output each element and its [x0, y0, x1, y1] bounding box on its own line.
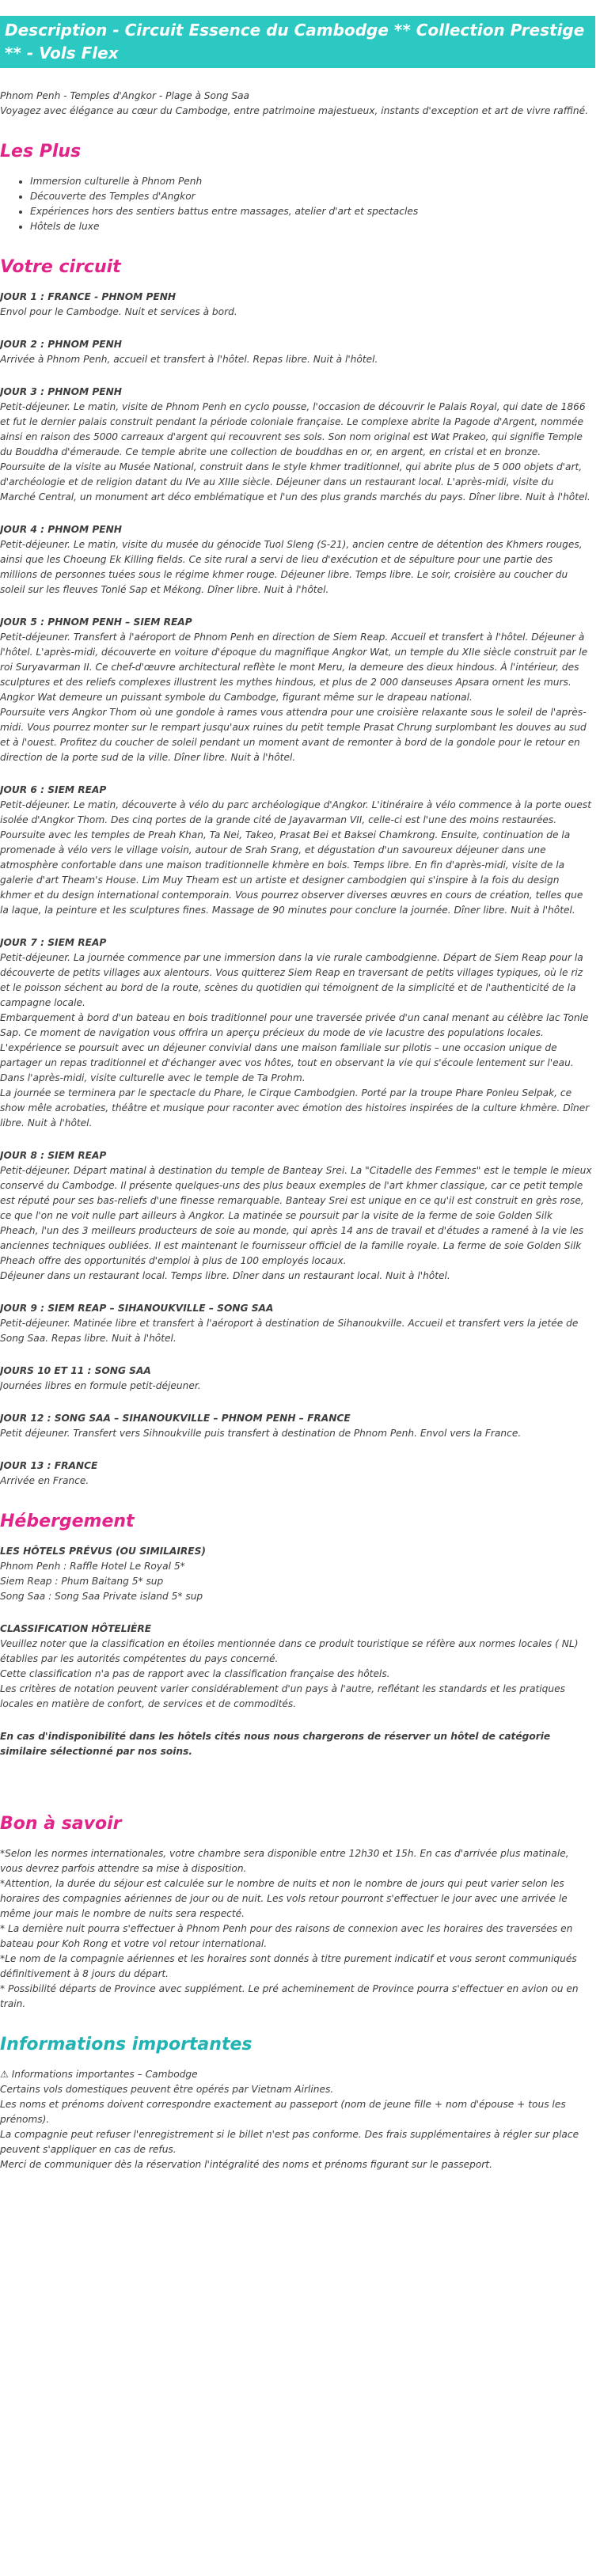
info-line: *Attention, la durée du séjour est calculée sur le nombre de nuits et non le nombre de jours qui peut varier selon les horaires des compagnies aériennes de jour ou de nuit. Les vols retour pourront s'effectuer le jour avec une arrivée le même jour mais le nombre de nuits sera respecté.: [0, 1878, 568, 1919]
hotel-line: Song Saa : Song Saa Private island 5* sup: [0, 1591, 203, 1602]
day-title: JOUR 5 : PHNOM PENH – SIEM REAP: [0, 616, 192, 628]
day-paragraph: Petit-déjeuner. Le matin, visite du musée du génocide Tuol Sleng (S-21), ancien centre de détention des Khmers rouges, ainsi que les Choeung Ek Killing fields. Ce site rural a servi de lieu d'exécution et de sépulture pour une partie des millions de personnes tuées sous le régime khmer rouge. Déjeuner libre. Temps libre. Le soir, croisière au coucher du soleil sur les fleuves Tonlé Sap et Mékong. Dîner libre. Nuit à l'hôtel.: [0, 539, 583, 595]
itinerary-day: [0, 1148, 592, 1284]
highlight-item: • Découverte des Temples d'Angkor: [30, 189, 592, 204]
day-description: [0, 1163, 592, 1284]
classification-block: [0, 1622, 592, 1712]
important-heading: Informations importantes: [0, 2035, 253, 2054]
route-text: Phnom Penh - Temples d'Angkor - Plage à Song Saa: [0, 90, 250, 101]
availability-note: En cas d'indisponibilité dans les hôtels cités nous nous chargerons de réserver un hôtel de catégorie similaire sélectionné par nos soins.: [0, 1731, 551, 1757]
day-title: JOUR 4 : PHNOM PENH: [0, 524, 122, 535]
itinerary-day: [0, 1459, 592, 1489]
itinerary-days: [0, 290, 592, 1489]
day-paragraph: Journées libres en formule petit-déjeuner.: [0, 1380, 201, 1391]
accommodation-heading: Hébergement: [0, 1512, 135, 1531]
highlights-section: [0, 141, 592, 234]
itinerary-heading: Votre circuit: [0, 257, 121, 277]
day-paragraph: Petit-déjeuner. La journée commence par une immersion dans la vie rurale cambodgienne. Départ de Siem Reap pour la découverte de petits villages aux alentours. Vous quitterez Siem Reap en traversant de petits villages typiques, où le riz et le poisson séchent au bord de la route, scènes du quotidien qui témoignent de la simplicité et de l'authenticité de la campagne locale.: [0, 952, 583, 1008]
day-description: [0, 798, 592, 918]
page-title: Description - Circuit Essence du Cambodge ** Collection Prestige ** - Vols Flex: [0, 16, 595, 68]
day-paragraph: Poursuite vers Angkor Thom où une gondole à rames vous attendra pour une croisière relaxante sous le soleil de l'après-midi. Vous pourrez monter sur le rempart jusqu'aux ruines du petit temple Prasat Chrung surplombant les douves au sud et à l'ouest. Profitez du coucher de soleil pendant un moment avant de remonter à bord de la gondole pour le retour en direction de la porte sud de la ville. Dîner libre. Nuit à l'hôtel.: [0, 707, 587, 763]
day-description: [0, 305, 592, 320]
highlight-item: • Immersion culturelle à Phnom Penh: [30, 174, 592, 189]
itinerary-day: [0, 290, 592, 320]
day-title: JOUR 3 : PHNOM PENH: [0, 386, 122, 397]
classification-line: Cette classification n'a pas de rapport avec la classification française des hôtels.: [0, 1668, 390, 1679]
day-title: JOUR 7 : SIEM REAP: [0, 937, 107, 948]
classification-title: CLASSIFICATION HÔTELIÈRE: [0, 1623, 152, 1634]
itinerary-section: [0, 256, 592, 1489]
highlights-heading: Les Plus: [0, 142, 82, 161]
highlights-list: [0, 174, 592, 234]
day-paragraph: L'expérience se poursuit avec un déjeuner convivial dans une maison familiale sur pilotis – une occasion unique de partager un repas traditionnel et d'échanger avec vos hôtes, tout en observant la vie qui s'écoule lentement sur l'eau.: [0, 1042, 574, 1068]
day-title: JOUR 9 : SIEM REAP – SIHANOUKVILLE – SONG SAA: [0, 1303, 274, 1314]
day-title: JOUR 13 : FRANCE: [0, 1460, 98, 1471]
day-description: [0, 1426, 592, 1441]
info-line: *Selon les normes internationales, votre chambre sera disponible entre 12h30 et 15h. En cas d'arrivée plus matinale, vous devrez parfois attendre sa mise à disposition.: [0, 1848, 569, 1874]
day-paragraph: Arrivée à Phnom Penh, accueil et transfert à l'hôtel. Repas libre. Nuit à l'hôtel.: [0, 354, 378, 365]
day-title: JOUR 2 : PHNOM PENH: [0, 339, 122, 350]
day-paragraph: Envol pour le Cambodge. Nuit et services à bord.: [0, 306, 237, 317]
itinerary-day: [0, 615, 592, 765]
hotel-line: Siem Reap : Phum Baitang 5* sup: [0, 1576, 164, 1587]
day-description: [0, 950, 592, 1131]
day-paragraph: Petit-déjeuner. Le matin, découverte à vélo du parc archéologique d'Angkor. L'itinéraire à vélo commence à la porte ouest isolée d'Angkor Thom. Des cinq portes de la grande cité de Jayavarman VII, celle-ci est l'une des moins restaurées. Poursuite avec les temples de Preah Khan, Ta Nei, Takeo, Prasat Bei et Baksei Chamkrong. Ensuite, continuation de la promenade à vélo vers le village voisin, autour de Srah Srang, et dégustation d'un savoureux déjeuner dans une atmosphère confortable dans une maison traditionnelle khmère en bois. Temps libre. En fin d'après-midi, visite de la galerie d'art Theam's House. Lim Muy Theam est un artiste et designer cambodgien qui s'inspire à la fois du design khmer et du design international contemporain. Vous pourrez observer diverses œuvres en cours de création, telles que la laque, la peinture et les sculptures fines. Massage de 90 minutes pour conclure la journée. Dîner libre. Nuit à l'hôtel.: [0, 799, 591, 916]
tagline-text: Voyagez avec élégance au cœur du Cambodge, entre patrimoine majestueux, instants d'exception et art de vivre raffiné.: [0, 105, 588, 116]
intro-section: [0, 89, 592, 119]
accommodation-section: [0, 1511, 592, 1759]
day-paragraph: Dans l'après-midi, visite culturelle avec le temple de Ta Prohm.: [0, 1072, 306, 1083]
day-paragraph: Poursuite de la visite au Musée National, construit dans le style khmer traditionnel, qui abrite plus de 5 000 objets d'art, d'archéologie et de religion datant du IVe au XIIIe siècle. Déjeuner dans un restaurant local. L'après-midi, visite du Marché Central, un monument art déco emblématique et l'un des plus grands marchés du pays. Dîner libre. Nuit à l'hôtel.: [0, 461, 591, 503]
day-paragraph: La journée se terminera par le spectacle du Phare, le Cirque Cambodgien. Porté par la troupe Phare Ponleu Selpak, ce show mêle acrobaties, théâtre et musique pour raconter avec émotion des histoires inspirées de la culture khmère. Dîner libre. Nuit à l'hôtel.: [0, 1087, 590, 1129]
hotels-title: LES HÔTELS PRÉVUS (OU SIMILAIRES): [0, 1546, 206, 1557]
itinerary-day: [0, 1411, 592, 1441]
important-line: Les noms et prénoms doivent correspondre exactement au passeport (nom de jeune fille + nom d'épouse + tous les prénoms).: [0, 2099, 566, 2125]
info-line: * Possibilité départs de Province avec supplément. Le pré acheminement de Province pourra s'effectuer en avion ou en train.: [0, 1983, 579, 2009]
day-paragraph: Petit déjeuner. Transfert vers Sihnoukville puis transfert à destination de Phnom Penh. Envol vers la France.: [0, 1428, 522, 1439]
day-title: JOUR 6 : SIEM REAP: [0, 784, 107, 795]
info-line: *Le nom de la compagnie aériennes et les horaires sont donnés à titre purement indicatif et vous seront communiqués définitivement à 8 jours du départ.: [0, 1953, 577, 1979]
important-line: La compagnie peut refuser l'enregistrement si le billet n'est pas conforme. Des frais supplémentaires à régler sur place peuvent s'appliquer en cas de refus.: [0, 2129, 579, 2155]
day-title: JOURS 10 ET 11 : SONG SAA: [0, 1365, 151, 1376]
important-line: ⚠ Informations importantes – Cambodge: [0, 2069, 198, 2080]
itinerary-day: [0, 783, 592, 918]
day-paragraph: Petit-déjeuner. Départ matinal à destination du temple de Banteay Srei. La "Citadelle des Femmes" est le temple le mieux conservé du Cambodge. Il présente quelques-uns des plus beaux exemples de l'art khmer classique, car ce petit temple est réputé pour ses bas-reliefs d'une finesse remarquable. Banteay Srei est unique en ce qu'il est construit en grès rose, ce que l'on ne voit nulle part ailleurs à Angkor. La matinée se poursuit par la visite de la ferme de soie Golden Silk Pheach, l'un des 3 meilleurs producteurs de soie au monde, qui après 14 ans de travail et d'études a ramené à la vie les anciennes techniques oubliées. Il est maintenant le fournisseur officiel de la famille royale. La ferme de soie Golden Silk Pheach offre des opportunités d'emploi à plus de 100 employés locaux.: [0, 1165, 592, 1266]
important-line: Certains vols domestiques peuvent être opérés par Vietnam Airlines.: [0, 2084, 334, 2095]
day-description: [0, 1379, 592, 1394]
hotels-block: [0, 1544, 592, 1604]
good-to-know-heading: Bon à savoir: [0, 1814, 122, 1834]
day-description: [0, 352, 592, 367]
day-description: [0, 537, 592, 598]
itinerary-day: [0, 1364, 592, 1394]
day-description: [0, 400, 592, 505]
day-paragraph: Petit-déjeuner. Le matin, visite de Phnom Penh en cyclo pousse, l'occasion de découvrir le Palais Royal, qui date de 1866 et fut le dernier palais construit pendant la période coloniale française. Le complexe abrite la Pagode d'Argent, nommée ainsi en raison des 5000 carreaux d'argent qui recouvrent ses sols. Son nom original est Wat Prakeo, qui signifie Temple du Bouddha d'émeraude. Ce temple abrite une collection de bouddhas en or, en argent, en cristal et en bronze.: [0, 401, 586, 457]
good-to-know-section: [0, 1813, 592, 2012]
itinerary-day: [0, 935, 592, 1131]
day-title: JOUR 1 : FRANCE - PHNOM PENH: [0, 291, 177, 302]
day-paragraph: Déjeuner dans un restaurant local. Temps libre. Dîner dans un restaurant local. Nuit à l'hôtel.: [0, 1270, 450, 1281]
highlight-item: • Hôtels de luxe: [30, 219, 592, 234]
section-spacer: [0, 1759, 592, 1791]
day-title: JOUR 12 : SONG SAA – SIHANOUKVILLE – PHNOM PENH – FRANCE: [0, 1413, 351, 1424]
classification-line: Veuillez noter que la classification en étoiles mentionnée dans ce produit touristique se réfère aux normes locales ( NL) établies par les autorités compétentes du pays concerné.: [0, 1638, 579, 1664]
important-section: [0, 2034, 592, 2172]
day-title: JOUR 8 : SIEM REAP: [0, 1150, 107, 1161]
itinerary-day: [0, 522, 592, 598]
day-description: [0, 630, 592, 765]
day-paragraph: Arrivée en France.: [0, 1475, 89, 1486]
day-paragraph: Petit-déjeuner. Transfert à l'aéroport de Phnom Penh en direction de Siem Reap. Accueil et transfert à l'hôtel. Déjeuner à l'hôtel. L'après-midi, découverte en voiture d'époque du magnifique Angkor Wat, un temple du XIIe siècle construit par le roi Suryavarman II. Ce chef-d'œuvre architectural reflète le mont Meru, la demeure des dieux hindous. À l'intérieur, des sculptures et des reliefs complexes illustrent les mythes hindous, et plus de 2 000 danseuses Apsara ornent les murs. Angkor Wat demeure un puissant symbole du Cambodge, figurant même sur le drapeau national.: [0, 632, 588, 703]
itinerary-day: [0, 337, 592, 367]
day-description: [0, 1316, 592, 1346]
day-paragraph: Petit-déjeuner. Matinée libre et transfert à l'aéroport à destination de Sihanoukville. Accueil et transfert vers la jetée de Song Saa. Repas libre. Nuit à l'hôtel.: [0, 1318, 579, 1344]
day-paragraph: Embarquement à bord d'un bateau en bois traditionnel pour une traversée privée d'un canal menant au célèbre lac Tonle Sap. Ce moment de navigation vous offrira un aperçu précieux du mode de vie lacustre des populations locales.: [0, 1012, 589, 1038]
hotel-line: Phnom Penh : Raffle Hotel Le Royal 5*: [0, 1561, 185, 1572]
itinerary-day: [0, 1301, 592, 1346]
itinerary-day: [0, 385, 592, 505]
classification-line: Les critères de notation peuvent varier considérablement d'un pays à l'autre, reflétant les standards et les pratiques locales en matière de confort, de services et de commodités.: [0, 1683, 565, 1709]
highlight-item: • Expériences hors des sentiers battus entre massages, atelier d'art et spectacles: [30, 204, 592, 219]
important-line: Merci de communiquer dès la réservation l'intégralité des noms et prénoms figurant sur le passeport.: [0, 2159, 492, 2170]
day-description: [0, 1474, 592, 1489]
info-line: * La dernière nuit pourra s'effectuer à Phnom Penh pour des raisons de connexion avec les horaires des traversées en bateau pour Koh Rong et votre vol retour international.: [0, 1923, 573, 1949]
